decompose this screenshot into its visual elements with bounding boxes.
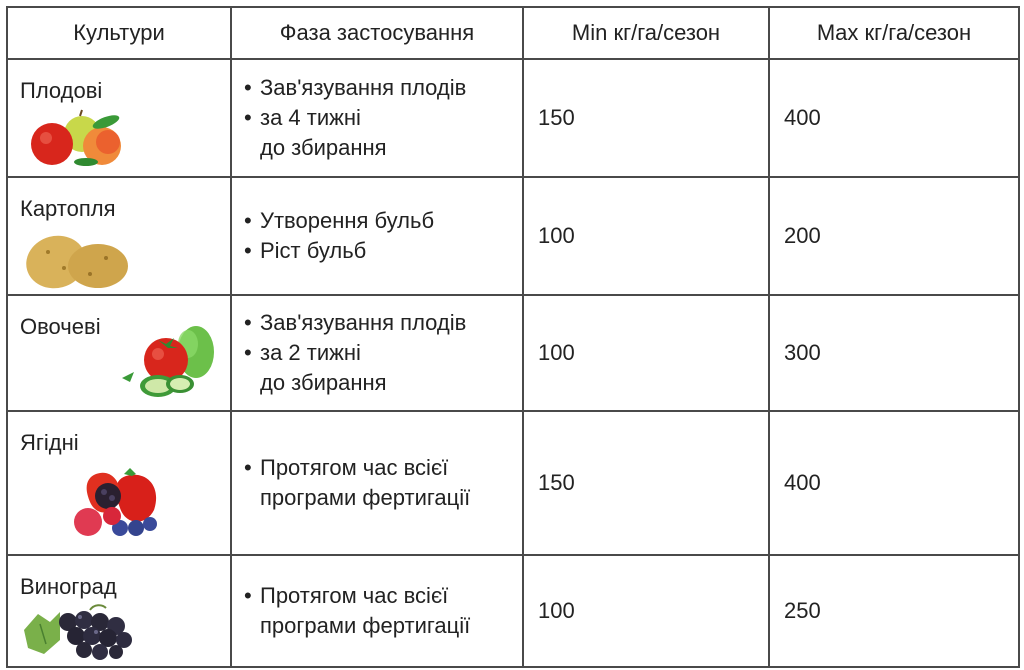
crop-cell (7, 295, 231, 411)
phase-item (244, 73, 522, 103)
phase-item (244, 236, 522, 266)
phase-text: програми фертигації (260, 613, 471, 638)
bullet: • (244, 583, 252, 608)
bullet: • (244, 310, 252, 335)
phase-item (244, 308, 522, 338)
bullet: • (244, 455, 252, 480)
min-cell: 100 (523, 295, 769, 411)
crop-name: Плодові (20, 78, 103, 103)
phase-cell (231, 59, 523, 177)
crop-cell (7, 177, 231, 295)
table-row (7, 59, 1019, 177)
phase-item-continued (244, 133, 522, 163)
phase-text: Зав'язування плодів (260, 310, 467, 335)
crop-cell (7, 555, 231, 667)
phase-text: до збирання (260, 370, 387, 395)
header-max: Max кг/га/сезон (769, 7, 1019, 59)
table-row (7, 555, 1019, 667)
phase-item (244, 103, 522, 133)
phase-cell (231, 555, 523, 667)
phase-cell (231, 295, 523, 411)
crop-cell (7, 411, 231, 555)
potato-icon (20, 228, 136, 292)
phase-cell (231, 411, 523, 555)
header-crop: Культури (7, 7, 231, 59)
crop-name: Ягідні (20, 430, 79, 455)
phase-item (244, 581, 522, 611)
phase-text: Протягом час всієї (260, 455, 449, 480)
crop-cell (7, 59, 231, 177)
max-cell: 250 (769, 555, 1019, 667)
fertigation-table (6, 6, 1020, 668)
max-cell: 400 (769, 59, 1019, 177)
table-row (7, 411, 1019, 555)
header-min: Min кг/га/сезон (523, 7, 769, 59)
phase-item-continued (244, 483, 522, 513)
phase-text: Утворення бульб (260, 208, 435, 233)
berries-icon (66, 466, 170, 542)
max-cell: 200 (769, 177, 1019, 295)
phase-text: за 4 тижні (260, 105, 361, 130)
phase-text: за 2 тижні (260, 340, 361, 365)
bullet: • (244, 208, 252, 233)
phase-cell (231, 177, 523, 295)
phase-item-continued (244, 611, 522, 641)
min-cell: 100 (523, 177, 769, 295)
header-phase: Фаза застосування (231, 7, 523, 59)
min-cell: 100 (523, 555, 769, 667)
bullet: • (244, 238, 252, 263)
fruits-icon (24, 108, 134, 168)
crop-name: Виноград (20, 574, 117, 599)
phase-item (244, 453, 522, 483)
table-row (7, 177, 1019, 295)
table-row (7, 295, 1019, 411)
phase-text: програми фертигації (260, 485, 471, 510)
min-cell: 150 (523, 59, 769, 177)
min-cell: 150 (523, 411, 769, 555)
grapes-icon (20, 600, 140, 662)
phase-item-continued (244, 368, 522, 398)
max-cell: 300 (769, 295, 1019, 411)
phase-item (244, 206, 522, 236)
phase-text: до збирання (260, 135, 387, 160)
bullet: • (244, 340, 252, 365)
vegetables-icon (118, 320, 218, 402)
bullet: • (244, 105, 252, 130)
crop-name: Картопля (20, 196, 116, 221)
phase-item (244, 338, 522, 368)
header-row (7, 7, 1019, 59)
phase-text: Ріст бульб (260, 238, 367, 263)
phase-text: Протягом час всієї (260, 583, 449, 608)
crop-name: Овочеві (20, 314, 101, 339)
max-cell: 400 (769, 411, 1019, 555)
bullet: • (244, 75, 252, 100)
phase-text: Зав'язування плодів (260, 75, 467, 100)
